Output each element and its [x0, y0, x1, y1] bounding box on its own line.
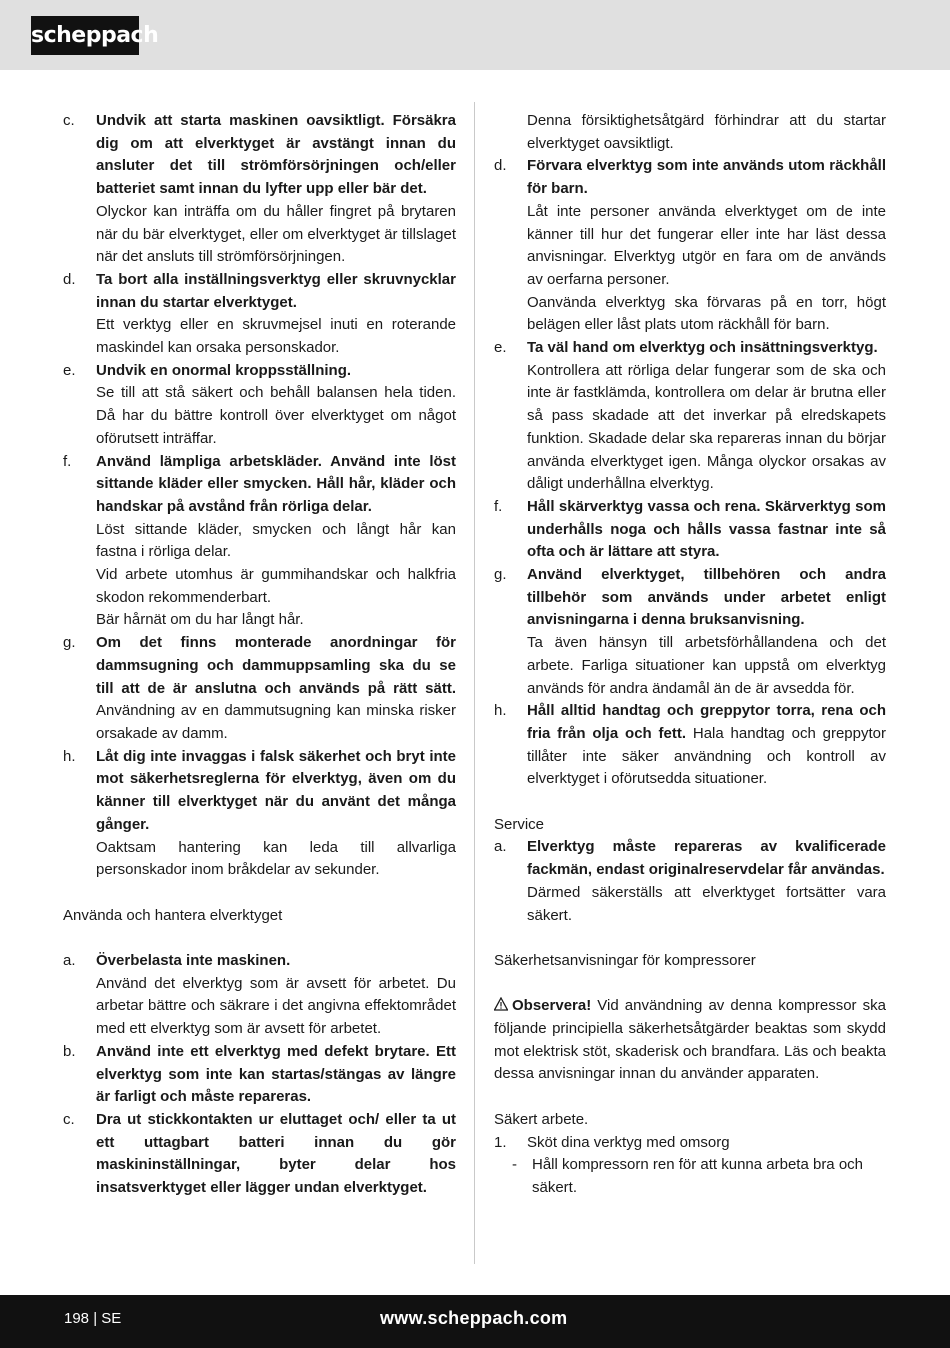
item-text: Se till att stå säkert och behåll balansen hela tiden. Då har du bättre kontroll över elverktyget om något oförutsett inträffar. [96, 384, 456, 447]
compressor-section-title: Säkerhetsanvisningar för kompressorer [494, 951, 756, 969]
item-heading: Använd elverktyget, tillbehören och andra tillbehör som används under arbetet enligt anvisningarna i denna bruksanvisning. [527, 566, 886, 629]
list-item-h [494, 700, 886, 791]
item-heading: Överbelasta inte maskinen. [96, 951, 291, 969]
item-marker: h. [494, 702, 507, 720]
item-text: Denna försiktighetsåtgärd förhindrar att du startar elverktyget oavsiktligt. [527, 112, 886, 152]
item-heading: Låt dig inte invaggas i falsk säkerhet och bryt inte mot säkerhetsreglerna för elverktyg, även om du känner till elverktyget när du använt det många gånger. [96, 747, 456, 833]
item-heading: Förvara elverktyg som inte används utom räckhåll för barn. [527, 157, 886, 198]
sub-item [512, 1154, 886, 1199]
item-text: Kontrollera att rörliga delar fungerar som de ska och inte är fastklämda, kontrollera om delar är brutna eller så pass skadade att det inverkar på elredskapets funktion. Skadade delar ska repareras innan du börjar använda elverktyget igen. Många olyckor orsakas av dåligt underhållna elverktyg. [527, 361, 886, 493]
list-item-a [63, 950, 456, 1041]
item-text: Oaktsam hantering kan leda till allvarliga personskador inom bråkdelar av sekunder. [96, 838, 456, 879]
left-column [63, 110, 456, 1200]
item-marker: a. [494, 838, 507, 856]
warning-text: Vid användning av denna kompressor ska följande principiella säkerhetsåtgärder beaktas som skydd mot elektrisk stöt, skaderisk och brandfara. Läs och beakta dessa anvisningar innan du använder apparaten. [494, 997, 886, 1083]
website-link[interactable]: www.scheppach.com [380, 1308, 568, 1328]
item-marker: h. [63, 747, 76, 765]
item-text: Löst sittande kläder, smycken och långt hår kan fastna i rörliga delar. [96, 520, 456, 561]
item-marker: 1. [494, 1133, 507, 1151]
warning-paragraph [494, 995, 886, 1086]
item-heading: Ta väl hand om elverktyg och insättningsverktyg. [527, 339, 878, 357]
list-item-g [494, 564, 886, 700]
numbered-item-1 [494, 1132, 886, 1155]
item-marker: e. [494, 339, 507, 357]
item-text: Bär hårnät om du har långt hår. [96, 611, 304, 629]
item-marker: c. [63, 112, 75, 129]
item-marker: g. [494, 566, 507, 584]
item-marker: g. [63, 634, 76, 652]
list-item-f [63, 451, 456, 633]
item-heading: Använd inte ett elverktyg med defekt brytare. Ett elverktyg som inte kan startas/stängas av längre är farligt och måste repareras. [96, 1042, 456, 1106]
item-marker: c. [63, 1110, 75, 1128]
list-item-d [63, 269, 456, 360]
list-item-f [494, 496, 886, 564]
header-bar [0, 0, 950, 70]
item-text: Sköt dina verktyg med omsorg [527, 1133, 730, 1151]
item-heading: Dra ut stickkontakten ur eluttaget och/ eller ta ut ett uttagbart batteri innan du gör maskininställningar, byter delar hos insatsverktyget eller lägger undan elverktyget. [96, 1110, 456, 1197]
item-text: Användning av en dammutsugning kan minska risker orsakade av damm. [96, 702, 456, 742]
dash-marker: - [512, 1156, 517, 1174]
column-divider [474, 102, 475, 1264]
service-title: Service [494, 815, 545, 833]
item-marker: a. [63, 951, 76, 969]
page-separator: | [93, 1310, 98, 1327]
item-text: Ta även hänsyn till arbetsförhållandena och det arbete. Farliga situationer kan uppstå om elverktyg används för andra ändamål än de är avsedda för. [527, 634, 886, 697]
item-heading: Undvik en onormal kroppsställning. [96, 361, 352, 379]
right-column [494, 110, 886, 1200]
item-heading: Elverktyg måste repareras av kvalificerade fackmän, endast originalreservdelar får användas. [527, 838, 886, 879]
page-indicator [64, 1310, 121, 1327]
item-text: Låt inte personer använda elverktyget om de inte känner till hur det fungerar eller inte har läst dessa anvisningar. Elverktyg utgör en fara om de används av oerfarna personer. [527, 202, 886, 288]
item-text: Håll kompressorn ren för att kunna arbeta bra och säkert. [532, 1156, 864, 1196]
item-text: Använd det elverktyg som är avsett för arbetet. Du arbetar bättre och säkrare i det angivna effektområdet med ett elverktyg som är avsett för arbetet. [96, 974, 456, 1038]
list-item-c [63, 110, 456, 269]
warning-icon [494, 997, 508, 1011]
list-item-e [63, 360, 456, 451]
item-text: Olyckor kan inträffa om du håller fingret på brytaren när du bär elverktyget, eller om elverktyget är tillslaget när det ansluts till strömförsörjningen. [96, 202, 456, 266]
item-marker: d. [63, 270, 76, 288]
list-item-h [63, 746, 456, 882]
item-text: Därmed säkerställs att elverktyget fortsätter vara säkert. [527, 883, 886, 924]
item-text: Ett verktyg eller en skruvmejsel inuti en roterande maskindel kan orsaka personskador. [96, 316, 456, 357]
item-text: Vid arbete utomhus är gummihandskar och halkfria skodon rekommenderbart. [96, 566, 456, 606]
scheppach-logo: scheppach [31, 16, 139, 55]
item-marker: f. [63, 452, 72, 470]
item-heading: Om det finns monterade anordningar för dammsugning och dammuppsamling ska du se till att de är anslutna och används på rätt sätt. [96, 634, 456, 697]
service-item-a [494, 836, 886, 927]
item-text: Oanvända elverktyg ska förvaras på en torr, högt belägen eller låst plats utom räckhåll för barn. [527, 293, 886, 334]
item-heading: Undvik att starta maskinen oavsiktligt. Försäkra dig om att elverktyget är avstängt innan du ansluter det till strömförsörjningen och/eller batteriet samt innan du lyfter upp eller bär det. [96, 112, 456, 198]
list-item-e [494, 337, 886, 496]
section-title: Använda och hantera elverktyget [63, 906, 283, 924]
list-item-d [494, 155, 886, 337]
item-marker: e. [63, 361, 76, 379]
item-heading: Ta bort alla inställningsverktyg eller skruvnycklar innan du startar elverktyget. [96, 270, 456, 311]
safe-work-title: Säkert arbete. [494, 1110, 589, 1128]
item-marker: d. [494, 157, 507, 175]
list-item-c2 [63, 1109, 456, 1200]
item-heading: Håll skärverktyg vassa och rena. Skärverktyg som underhålls noga och hålls vassa fastnar inte så ofta och är lättare att styra. [527, 497, 886, 561]
footer-bar [0, 1295, 950, 1348]
item-heading: Håll alltid handtag och greppytor torra, rena och fria från olja och fett. [527, 702, 886, 742]
list-item-b [63, 1041, 456, 1109]
page-number: 198 [64, 1310, 90, 1327]
item-marker: b. [63, 1042, 76, 1060]
item-text: Hala handtag och greppytor tillåter inte säker användning och kontroll av elverktyget i oförutsedda situationer. [527, 724, 886, 788]
item-marker: f. [494, 497, 503, 515]
warning-label: Observera! [512, 997, 592, 1015]
language-code: SE [101, 1310, 122, 1327]
item-heading: Använd lämpliga arbetskläder. Använd inte löst sittande kläder eller smycken. Håll hår, kläder och handskar på avstånd från rörliga delar. [96, 452, 456, 515]
list-item-g [63, 632, 456, 746]
